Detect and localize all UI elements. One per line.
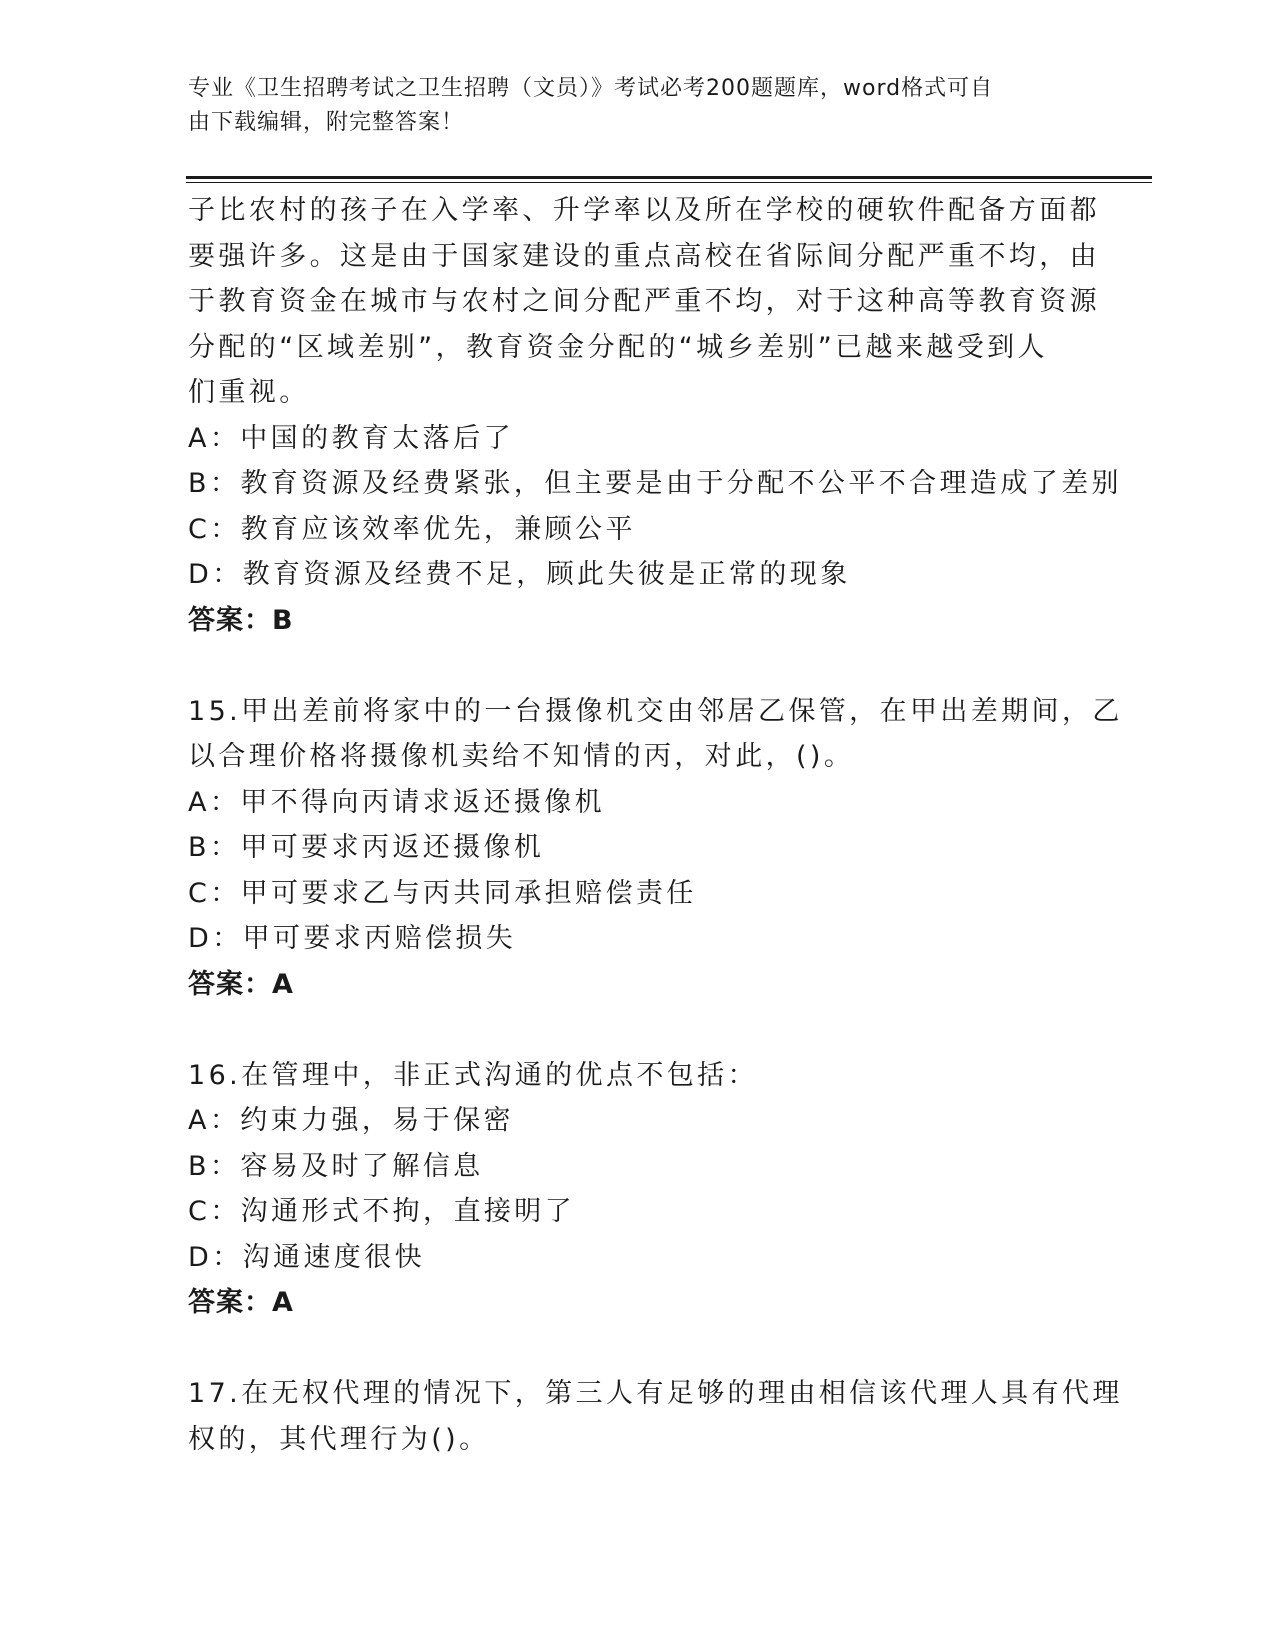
answer-label: 答案：A — [188, 968, 294, 1000]
header-rule-thick — [186, 176, 1152, 179]
option-b: B：甲可要求丙返还摄像机 — [188, 832, 545, 863]
question-text-line: 17.在无权代理的情况下，第三人有足够的理由相信该代理人具有代理 — [188, 1378, 1123, 1409]
question-17 — [188, 1371, 1123, 1462]
question-text-line: 权的，其代理行为()。 — [188, 1423, 490, 1455]
answer-label: 答案：B — [188, 604, 294, 636]
option-b: B：容易及时了解信息 — [188, 1150, 484, 1182]
option-a: A：甲不得向丙请求返还摄像机 — [188, 786, 606, 818]
option-a: A：中国的教育太落后了 — [188, 422, 514, 454]
question-gap — [188, 643, 1088, 689]
question-gap — [188, 1326, 1088, 1372]
answer-label: 答案：A — [188, 1287, 294, 1318]
option-d: D：教育资源及经费不足，顾此失彼是正常的现象 — [188, 559, 851, 590]
question-text-line: 16.在管理中，非正式沟通的优点不包括： — [188, 1059, 758, 1091]
option-a: A：约束力强，易于保密 — [188, 1105, 514, 1136]
option-b: B：教育资源及经费紧张，但主要是由于分配不公平不合理造成了差别 — [188, 468, 1122, 499]
header-rule-thin — [186, 182, 1152, 183]
question-text-line: 15.甲出差前将家中的一台摄像机交由邻居乙保管，在甲出差期间，乙 — [188, 695, 1123, 727]
question-text-line: 于教育资金在城市与农村之间分配严重不均，对于这种高等教育资源 — [188, 286, 1100, 317]
header-line-2: 由下载编辑，附完整答案！ — [188, 110, 465, 135]
option-d: D：甲可要求丙赔偿损失 — [188, 923, 517, 954]
question-text-line: 们重视。 — [188, 377, 310, 408]
question-text-line: 要强许多。这是由于国家建设的重点高校在省际间分配严重不均，由 — [188, 240, 1100, 272]
option-c: C：沟通形式不拘，直接明了 — [188, 1196, 576, 1227]
question-gap — [188, 1007, 1088, 1053]
question-text-line: 以合理价格将摄像机卖给不知情的丙，对此，()。 — [188, 741, 855, 772]
header-line-1: 专业《卫生招聘考试之卫生招聘（文员）》考试必考200题题库，word格式可自 — [188, 76, 994, 101]
question-content — [188, 188, 1123, 1462]
page-header — [188, 72, 1068, 140]
option-c: C：甲可要求乙与丙共同承担赔偿责任 — [188, 877, 697, 909]
option-d: D：沟通速度很快 — [188, 1241, 425, 1273]
question-text-line: 分配的“区域差别”，教育资金分配的“城乡差别”已越来越受到人 — [188, 331, 1048, 363]
question-15 — [188, 689, 1123, 1008]
question-16 — [188, 1053, 1088, 1326]
option-c: C：教育应该效率优先，兼顾公平 — [188, 513, 636, 545]
question-text-line: 子比农村的孩子在入学率、升学率以及所在学校的硬软件配备方面都 — [188, 195, 1100, 226]
question-14 — [188, 188, 1122, 643]
